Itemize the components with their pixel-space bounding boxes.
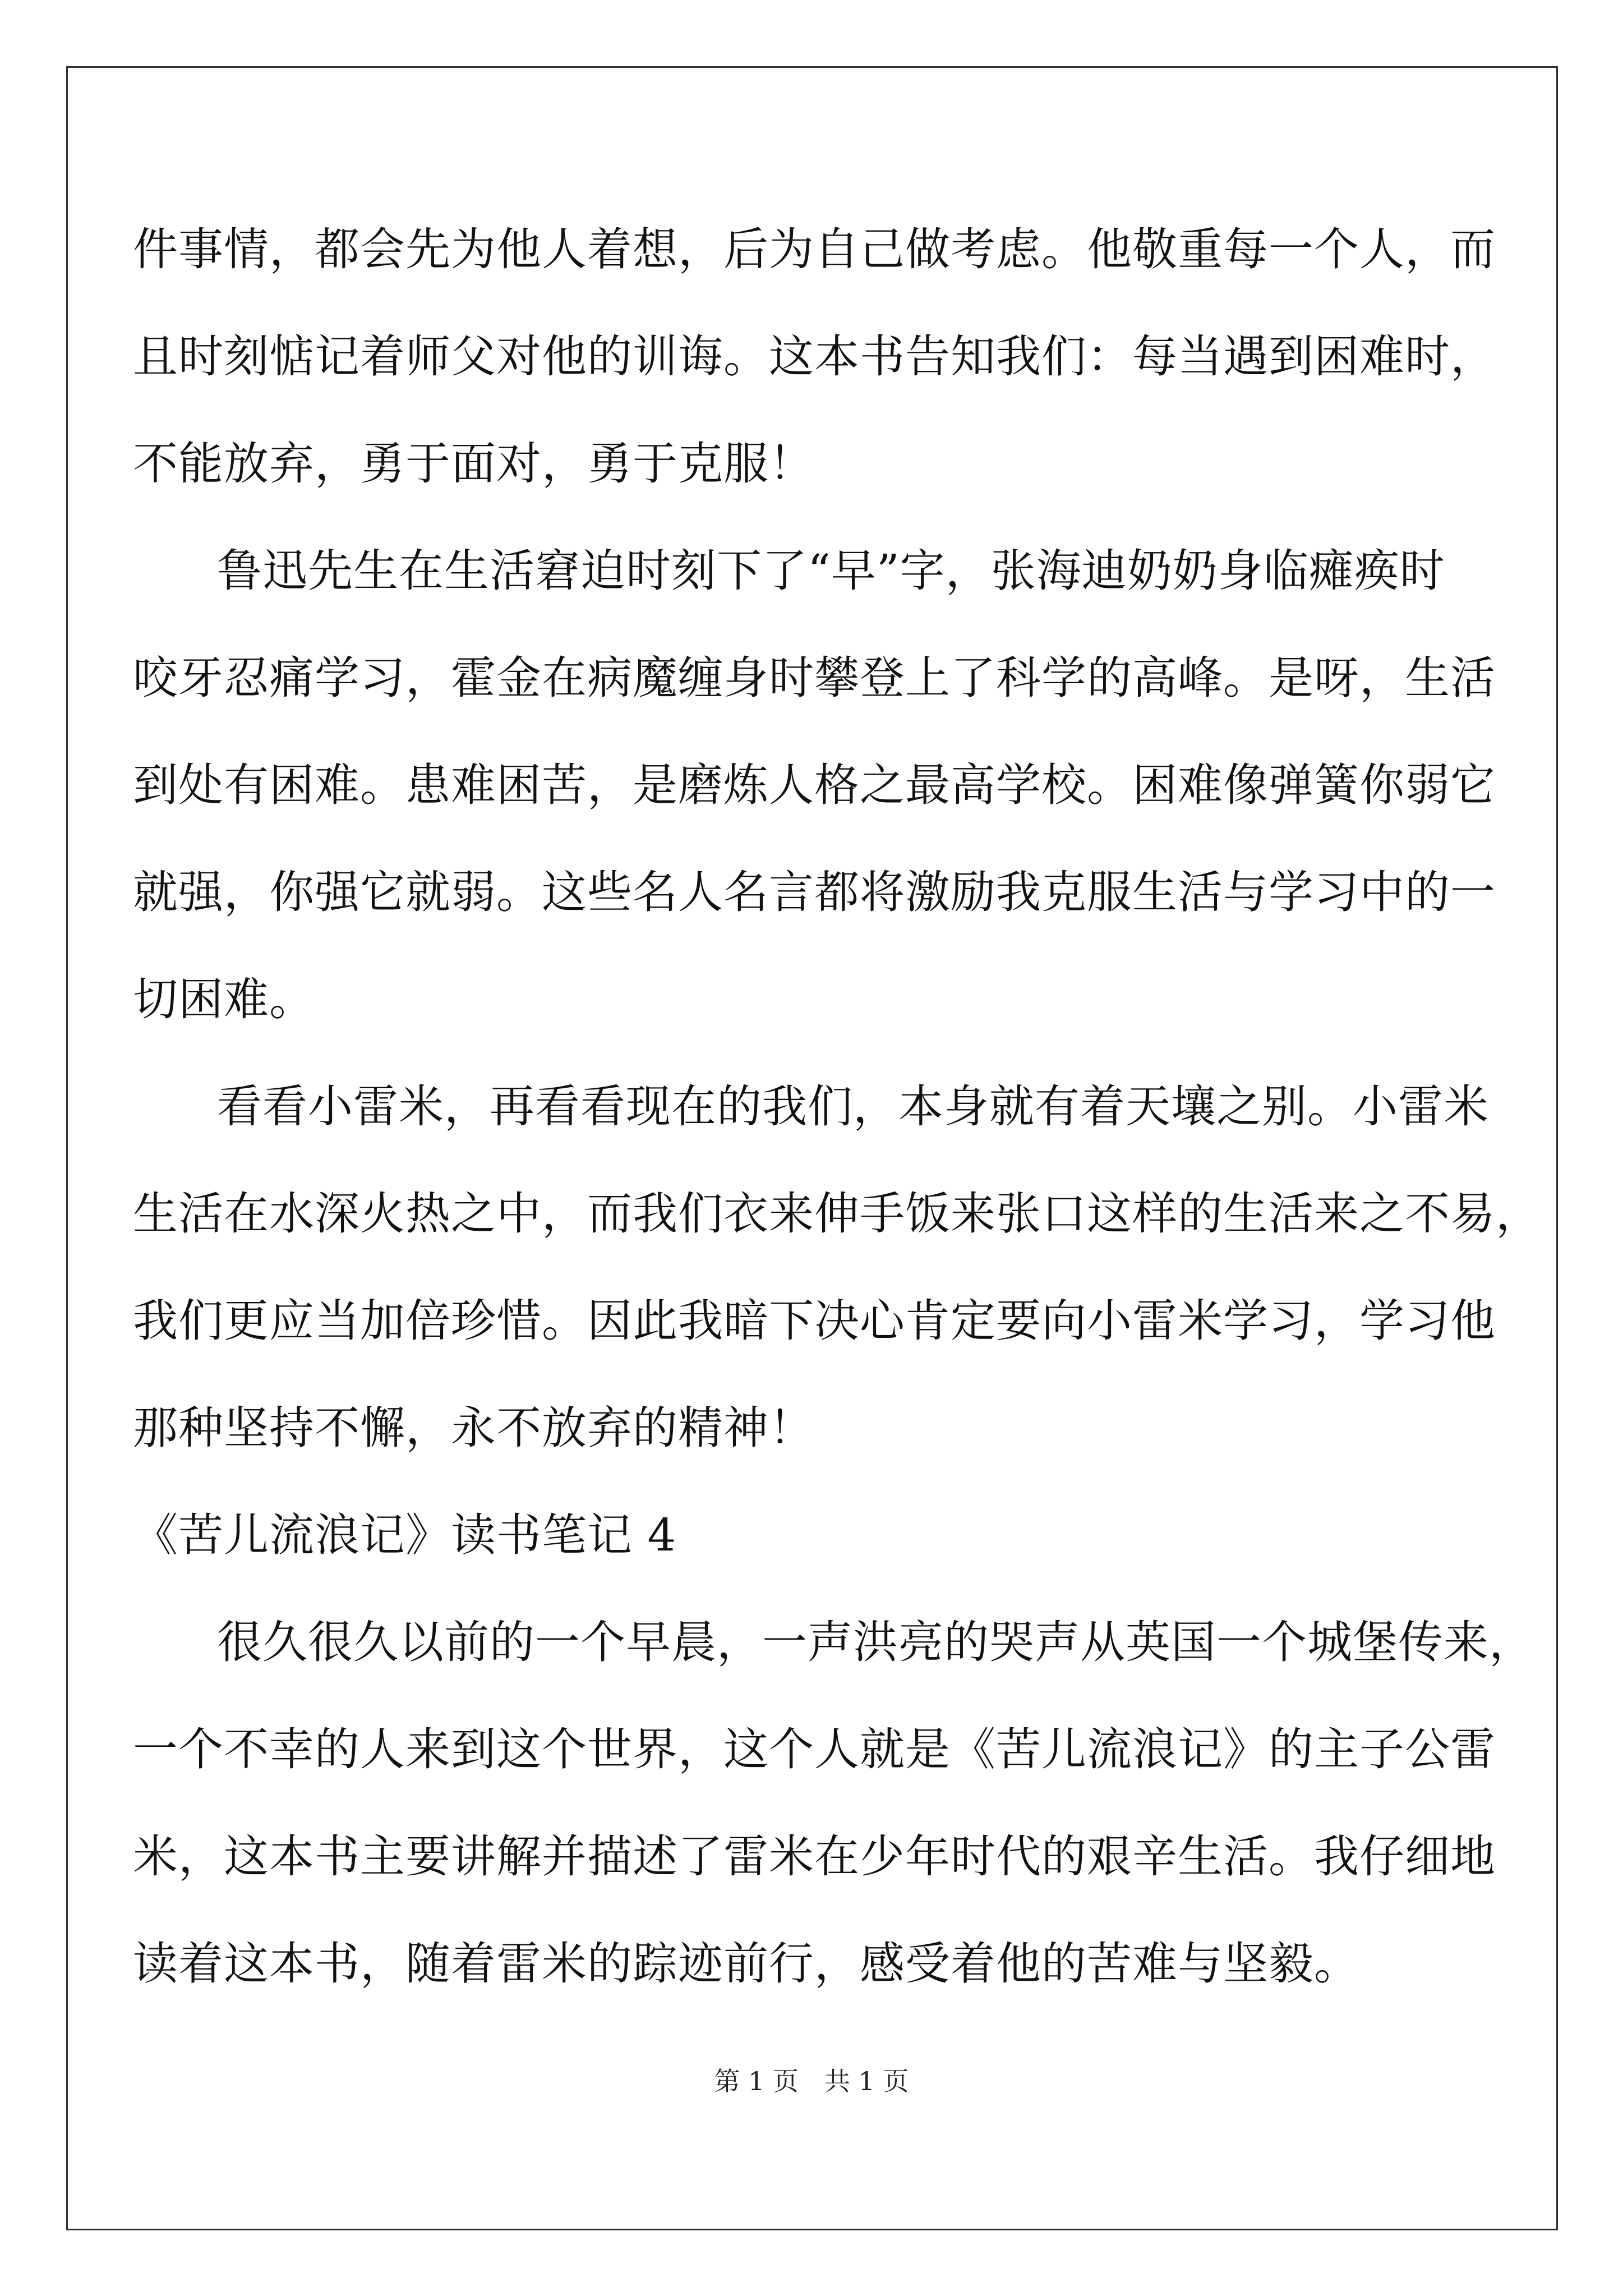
text-line: 且时刻惦记着师父对他的训诲。这本书告知我们：每当遇到困难时，: [133, 330, 1496, 383]
text-line: 米，这本书主要讲解并描述了雷米在少年时代的艰辛生活。我仔细地: [133, 1830, 1496, 1883]
text-line: 件事情，都会先为他人着想，后为自己做考虑。他敬重每一个人，而: [133, 223, 1496, 275]
text-line: 咬牙忍痛学习，霍金在病魔缠身时攀登上了科学的高峰。是呀，生活: [133, 652, 1496, 704]
page-border: [66, 66, 1558, 2230]
text-line: 生活在水深火热之中，而我们衣来伸手饭来张口这样的生活来之不易，: [133, 1188, 1541, 1240]
paragraph-start-line: 鲁迅先生在生活窘迫时刻下了“早”字，张海迪奶奶身临瘫痪时: [217, 545, 1445, 597]
text-line: 就强，你强它就弱。这些名人名言都将激励我克服生活与学习中的一: [133, 866, 1496, 918]
paragraph-start-line: 看看小雷米，再看看现在的我们，本身就有着天壤之别。小雷米: [217, 1080, 1489, 1133]
text-line: 我们更应当加倍珍惜。因此我暗下决心肯定要向小雷米学习，学习他: [133, 1295, 1496, 1347]
text-line: 不能放弃，勇于面对，勇于克服！: [133, 438, 814, 490]
page-number-footer: 第 1 页 共 1 页: [714, 2066, 909, 2096]
text-line: 读着这本书，随着雷米的踪迹前行，感受着他的苦难与坚毅。: [133, 1938, 1359, 1990]
text-line: 切困难。: [133, 973, 315, 1025]
paragraph-start-line: 很久很久以前的一个早晨，一声洪亮的哭声从英国一个城堡传来，: [217, 1616, 1534, 1668]
text-line: 一个不幸的人来到这个世界，这个人就是《苦儿流浪记》的主子公雷: [133, 1723, 1496, 1775]
section-heading: 《苦儿流浪记》读书笔记 4: [133, 1509, 677, 1561]
text-line: 那种坚持不懈，永不放弃的精神！: [133, 1402, 814, 1454]
text-line: 到处有困难。患难困苦，是磨炼人格之最高学校。困难像弹簧你弱它: [133, 759, 1496, 811]
